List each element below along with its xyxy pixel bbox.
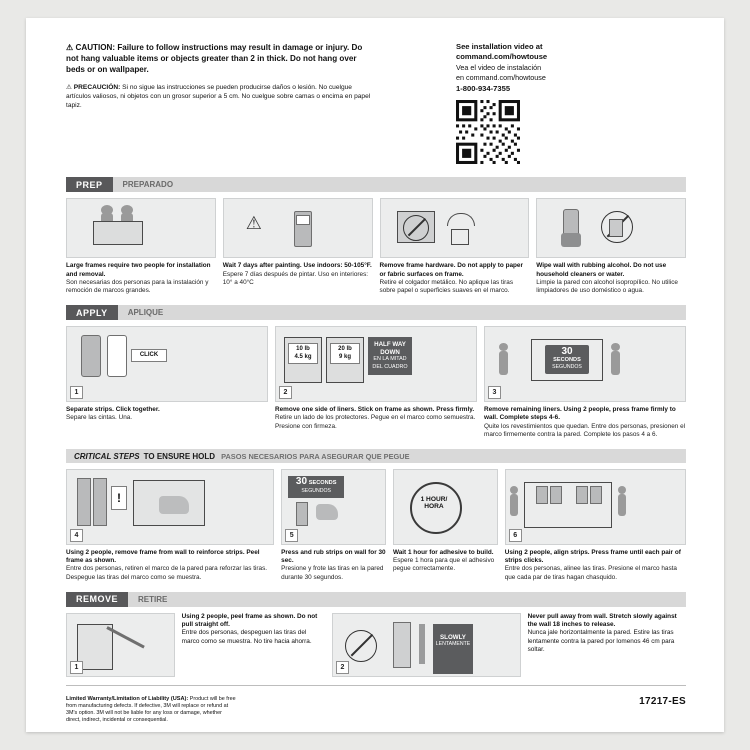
- apply-caption-3-es: Quite los revestimientos que quedan. Entre dos personas, presionen el marco firmemente contra la pared. Complete los pasos 4 a 6.: [484, 422, 686, 438]
- apply-art-2: [275, 326, 477, 402]
- caution-text: [66, 42, 376, 76]
- prep-caption-2-en: Wait 7 days after painting. Use indoors: 50-105°F.: [222, 262, 372, 270]
- remove-row: [66, 613, 686, 677]
- prep-art-3: [380, 198, 530, 258]
- remove-art-2: [332, 613, 521, 677]
- video-line4: en command.com/howtouse: [456, 73, 546, 83]
- halfway-en: HALF WAY DOWN: [374, 341, 406, 356]
- product-code: 17217-ES: [639, 695, 686, 707]
- critical-art-4: [66, 469, 274, 545]
- footer-divider: [66, 685, 686, 686]
- remove-caption-2-es: Nunca jale horizontalmente la pared. Estire las tiras lentamente contra la pared por lomenos 46 cm para soltar.: [527, 629, 675, 654]
- caution-block: [66, 42, 376, 167]
- prep-step-1: [66, 198, 216, 295]
- section-label-apply-es: APLIQUE: [118, 305, 686, 320]
- remove-caption-1: [182, 613, 325, 646]
- timer-30-seconds-2: [288, 476, 344, 498]
- apply-caption-2-en: Remove one side of liners. Stick on frame as shown. Press firmly.: [275, 406, 475, 414]
- timer-es-2: SEGUNDOS: [301, 487, 332, 494]
- critical-step-5: [281, 469, 386, 582]
- warranty-title: Limited Warranty/Limitation of Liability (USA):: [66, 695, 189, 702]
- remove-text-cell-1: [182, 613, 325, 677]
- weight-label-20lb: [330, 343, 360, 364]
- prep-step-4: [536, 198, 686, 295]
- timer-value-30: 30: [561, 346, 573, 358]
- caution-heading-es: PRECAUCIÓN:: [73, 83, 121, 91]
- remove-caption-2: [528, 613, 686, 654]
- prep-caption-1-en: Large frames require two people for installation and removal.: [66, 262, 211, 278]
- warning-triangle-icon-prep: ⚠: [245, 213, 262, 234]
- video-line3: Vea el video de instalación: [456, 62, 542, 72]
- section-label-prep-es: PREPARADO: [113, 177, 686, 192]
- caution-spanish: [66, 83, 376, 110]
- critical-caption-6-es: Entre dos personas, alinee las tiras. Presione el marco hasta que cada par de tiras hagan chasquido.: [504, 565, 677, 581]
- critical-caption-4: [66, 549, 274, 582]
- remove-caption-1-en: Using 2 people, peel frame as shown. Do not pull straight off.: [181, 612, 318, 629]
- critical-caption-4-es: Entre dos personas, retiren el marco de la pared para reforzar las tiras. Despegue las tiras del marco como se muestra.: [66, 565, 268, 581]
- caution-heading: CAUTION:: [75, 43, 116, 52]
- video-line2: command.com/howtouse: [456, 52, 548, 62]
- prep-caption-1: [66, 262, 216, 295]
- remove-step-number-1: 1: [70, 661, 83, 674]
- warranty-text: Product will be free from manufacturing defects. If defective, 3M will replace or refund at 3M's option. 3M will not be liable for any loss or damage, whether direct, indirect, incidental or consequential.: [66, 695, 236, 723]
- timer-value-30-2: 30: [295, 476, 308, 488]
- attention-mark: !: [111, 486, 127, 510]
- remove-text-cell-2: [528, 613, 686, 677]
- apply-caption-3: [484, 406, 686, 439]
- warning-triangle-icon-es: ⚠: [66, 83, 72, 91]
- apply-art-3: [484, 326, 686, 402]
- section-label-remove-es: RETIRE: [128, 592, 686, 607]
- critical-art-6: [505, 469, 686, 545]
- warranty-block: [66, 696, 236, 724]
- click-label: CLICK: [131, 349, 167, 362]
- caution-body-es: Si no sigue las instrucciones se pueden producirse daños o lesión. No cuelgue artículos valiosos, ni objetos con un grosor superior a 5 cm. No cuelgue sobre camas o encima en papel tapiz.: [66, 83, 371, 109]
- weight-lb-10: 10 lb: [296, 346, 310, 353]
- apply-caption-3-en: Remove remaining liners. Using 2 people, press frame firmly to wall. Complete steps 4-6.: [484, 406, 676, 422]
- section-bar-prep: [66, 177, 686, 192]
- section-bar-critical: [66, 449, 686, 463]
- section-label-prep: PREP: [66, 177, 113, 192]
- critical-step-4: [66, 469, 274, 582]
- prep-caption-2: [223, 262, 373, 287]
- apply-caption-2: [275, 406, 477, 431]
- weight-kg-20: 9 kg: [338, 353, 351, 360]
- critical-caption-4-en: Using 2 people, remove frame from wall to reinforce strips. Peel frame as shown.: [66, 549, 260, 565]
- critical-step-6: [505, 469, 686, 582]
- prep-caption-3: [380, 262, 530, 295]
- qr-code-icon: [456, 100, 520, 164]
- timer-es: SEGUNDOS: [552, 364, 582, 371]
- critical-label-es: PASOS NECESARIOS PARA ASEGURAR QUE PEGUE: [221, 451, 410, 461]
- weight-kg-10: 4.5 kg: [294, 353, 312, 360]
- critical-label-1: CRITICAL STEPS: [74, 451, 140, 461]
- section-label-remove: REMOVE: [66, 592, 128, 607]
- section-bar-apply: [66, 305, 686, 320]
- halfway-es: EN LA MITAD DEL CUADRO: [372, 356, 408, 371]
- top-block: [66, 42, 686, 167]
- timer-en: SECONDS: [553, 356, 581, 363]
- prep-caption-2-es: Espere 7 días después de pintar. Uso en interiores: 10° a 40°C: [222, 270, 369, 286]
- critical-step-wait: [393, 469, 498, 582]
- support-phone: 1-800-934-7355: [456, 83, 511, 93]
- prep-caption-4: [536, 262, 686, 295]
- weight-label-10lb: [288, 343, 318, 364]
- apply-caption-1-en: Separate strips. Click together.: [66, 406, 160, 414]
- critical-step-number-4: 4: [70, 529, 83, 542]
- apply-step-3: [484, 326, 686, 439]
- prep-caption-3-es: Retire el colgador metálico. No aplique las tiras sobre papel o superficies suaves en el marco.: [379, 278, 514, 295]
- wait-1-hour-label: [412, 496, 456, 510]
- critical-caption-6-en: Using 2 people, align strips. Press frame until each pair of strips clicks.: [504, 549, 681, 565]
- remove-art-cell-2: [332, 613, 521, 677]
- prep-step-3: [380, 198, 530, 295]
- caution-body: Failure to follow instructions may result in damage or injury. Do not hang valuable items or objects greater than 2 in thick. Do not hang over beds or on wallpaper.: [66, 43, 363, 75]
- prep-row: [66, 198, 686, 295]
- halfway-label: [368, 337, 412, 375]
- apply-step-2: [275, 326, 477, 439]
- critical-art-wait: [393, 469, 498, 545]
- video-block: [456, 42, 686, 167]
- prep-caption-4-en: Wipe wall with rubbing alcohol. Do not use household cleaners or water.: [536, 262, 667, 278]
- prep-caption-3-en: Remove frame hardware. Do not apply to paper or fabric surfaces on frame.: [379, 262, 523, 278]
- section-label-apply: APPLY: [66, 305, 118, 320]
- remove-caption-2-en: Never pull away from wall. Stretch slowly against the wall 18 inches to release.: [527, 612, 677, 629]
- critical-caption-wait-en: Wait 1 hour for adhesive to build.: [392, 549, 494, 557]
- apply-row: [66, 326, 686, 439]
- prep-caption-4-es: Limpie la pared con alcohol isopropílico. No utilice limpiadores de uso doméstico o agua.: [536, 278, 678, 295]
- critical-caption-5-en: Press and rub strips on wall for 30 sec.: [281, 549, 386, 565]
- prep-step-2: [223, 198, 373, 295]
- prep-art-1: [66, 198, 216, 258]
- apply-step-number-3: 3: [488, 386, 501, 399]
- critical-label-2: TO ENSURE HOLD: [143, 451, 216, 461]
- apply-step-number-1: 1: [70, 386, 83, 399]
- slowly-label: [433, 624, 473, 674]
- critical-caption-5: [281, 549, 386, 582]
- apply-art-1: [66, 326, 268, 402]
- section-bar-remove: [66, 592, 686, 607]
- remove-caption-1-es: Entre dos personas, despeguen las tiras del marco como se muestra. No tire hacia ahorra.: [181, 629, 312, 645]
- prep-caption-1-es: Son necesarias dos personas para la instalación y remoción de marcos grandes.: [66, 278, 209, 295]
- critical-caption-wait-es: Espere 1 hora para que el adhesivo pegue correctamente.: [392, 557, 495, 573]
- weight-lb-20: 20 lb: [338, 346, 352, 353]
- warning-triangle-icon: ⚠: [66, 43, 74, 52]
- timer-30-seconds: [545, 345, 589, 374]
- critical-step-number-6: 6: [509, 529, 522, 542]
- critical-step-number-5: 5: [285, 529, 298, 542]
- remove-art-1: [66, 613, 175, 677]
- apply-caption-1-es: Separe las cintas. Una.: [66, 414, 133, 422]
- critical-row: [66, 469, 686, 582]
- critical-caption-wait: [393, 549, 498, 574]
- critical-caption-6: [505, 549, 686, 582]
- critical-caption-5-es: Presione y frote las tiras en la pared durante 30 segundos.: [281, 565, 384, 581]
- footer: [66, 696, 686, 724]
- wait-value-es: HORA: [424, 503, 444, 511]
- remove-step-number-2: 2: [336, 661, 349, 674]
- apply-step-1: [66, 326, 268, 439]
- apply-step-number-2: 2: [279, 386, 292, 399]
- remove-art-cell-1: [66, 613, 175, 677]
- apply-caption-2-es: Retire un lado de los protectores. Pegue en el marco como semuestra. Presione con firmeza.: [275, 414, 476, 430]
- prep-art-4: [536, 198, 686, 258]
- critical-art-5: [281, 469, 386, 545]
- video-line1: See installation video at: [456, 42, 543, 51]
- timer-en-2: SECONDS: [308, 480, 337, 487]
- wait-value: 1 HOUR/: [420, 496, 448, 504]
- slowly-en: SLOWLY: [440, 633, 466, 641]
- instruction-sheet: [26, 18, 724, 732]
- apply-caption-1: [66, 406, 268, 422]
- slowly-es: LENTAMENTE: [435, 641, 471, 648]
- prep-art-2: [223, 198, 373, 258]
